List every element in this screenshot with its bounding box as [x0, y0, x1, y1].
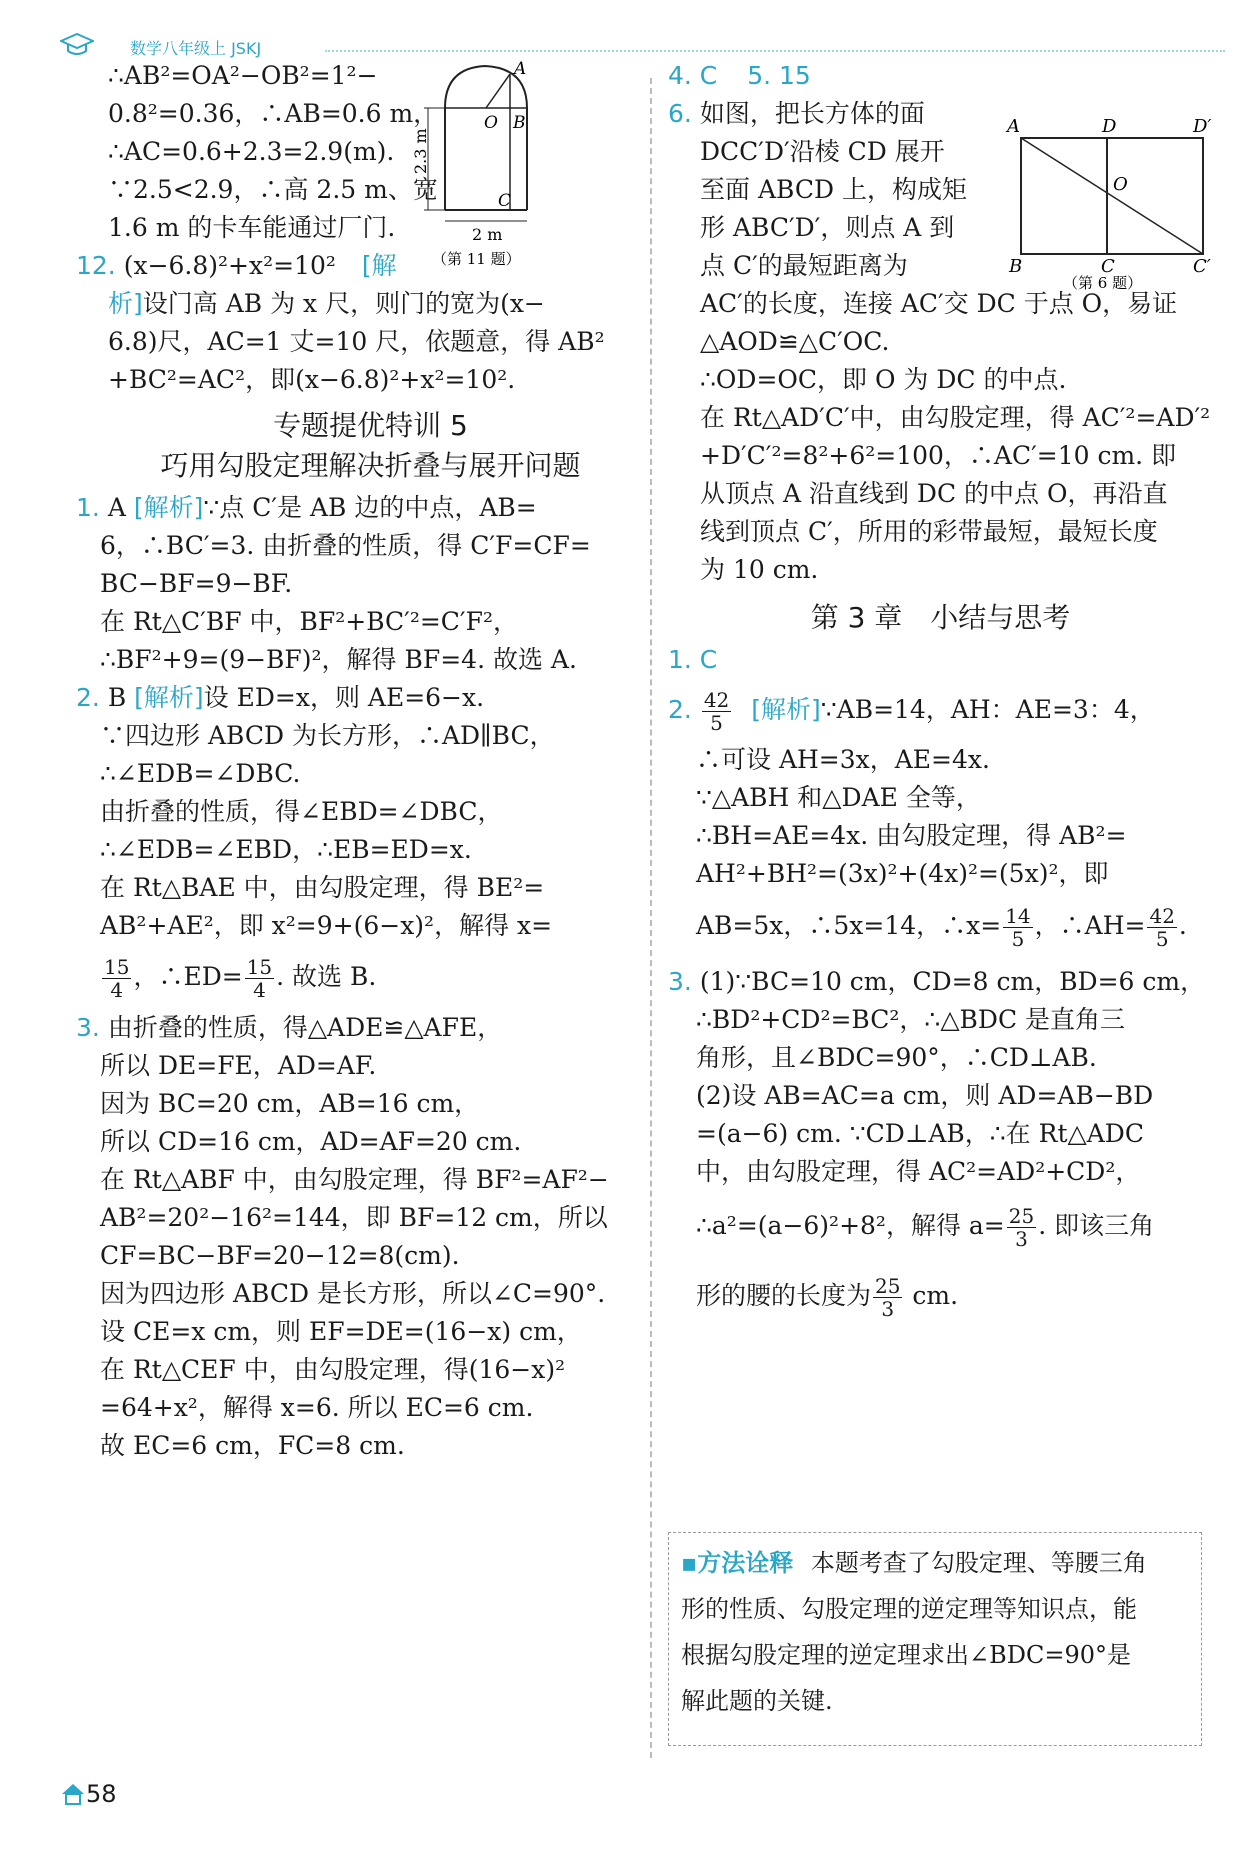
q12-line — [108, 284, 545, 324]
figure-11 — [410, 56, 560, 272]
fig6-caption: （第 6 题） — [1063, 274, 1143, 290]
question-number: 6. — [668, 99, 692, 128]
fig11-label-c: C — [498, 191, 512, 211]
fig11-label-b: B — [513, 113, 526, 133]
analysis-tag: [解析] — [134, 683, 204, 712]
q1-answer: A — [107, 493, 126, 522]
q3-line: 故 EC=6 cm，FC=8 cm. — [100, 1431, 405, 1460]
q6-line — [668, 94, 925, 134]
q3-line: CF=BC−BF=20−12=8(cm). — [100, 1241, 460, 1270]
analysis-tag: [解析] — [751, 695, 821, 724]
c2-line — [668, 682, 1155, 738]
column-divider — [650, 78, 652, 1758]
q12-line — [76, 246, 397, 286]
fig6-label-o: O — [1113, 174, 1128, 195]
q12-line: +BC²=AC²，即(x−6.8)²+x²=10². — [108, 365, 516, 394]
fraction: $\frac{25}{3}$ — [875, 1274, 901, 1321]
fraction: $\frac{15}{4}$ — [246, 955, 273, 1002]
fig11-width-label: 2 m — [472, 225, 503, 244]
q6-line: ∴OD=OC，即 O 为 DC 的中点. — [700, 365, 1067, 394]
q2-line: 由折叠的性质，得∠EBD=∠DBC， — [100, 797, 503, 826]
q2-line: 在 Rt△BAE 中，由勾股定理，得 BE²= — [100, 873, 545, 902]
c1-line — [668, 640, 717, 680]
c2-line: ∵△ABH 和△DAE 全等， — [696, 783, 981, 812]
q6-line: 至面 ABCD 上，构成矩 — [700, 175, 967, 204]
q6-line: 线到顶点 C′，所用的彩带最短，最短长度 — [700, 517, 1158, 546]
section-subtitle: 巧用勾股定理解决折叠与展开问题 — [160, 449, 581, 482]
q3-line: AB²=20²−16²=144，即 BF=12 cm，所以 — [100, 1203, 608, 1232]
q1-line — [76, 488, 537, 528]
page-number: 58 — [86, 1780, 117, 1808]
q3-line: 在 Rt△CEF 中，由勾股定理，得(16−x)² — [100, 1355, 566, 1384]
fig11-label-o: O — [484, 113, 498, 133]
q6-line: △AOD≌△C′OC. — [700, 327, 890, 356]
answer-line: 1.6 m 的卡车能通过厂门. — [108, 213, 396, 242]
q3-line: 因为四边形 ABCD 是长方形，所以∠C=90°. — [100, 1279, 606, 1308]
q2-line: AB²+AE²，即 x²=9+(6−x)²，解得 x= — [100, 911, 553, 940]
answer-line: ∴AB²=OA²−OB²=1²− — [108, 61, 378, 90]
chapter-title: 第 3 章 小结与思考 — [810, 601, 1071, 634]
method-line: 形的性质、勾股定理的逆定理等知识点，能 — [681, 1595, 1137, 1623]
q2-line: ∴∠EDB=∠DBC. — [100, 759, 301, 788]
q6-line: 从顶点 A 沿直线到 DC 的中点 O，再沿直 — [700, 479, 1168, 508]
analysis-tag: [解 — [361, 251, 397, 280]
method-line: 根据勾股定理的逆定理求出∠BDC=90°是 — [681, 1641, 1131, 1669]
fig6-label-b: B — [1009, 256, 1023, 277]
graduation-cap-icon — [60, 32, 94, 58]
fig6-label-d-prime: D′ — [1193, 116, 1212, 137]
q3-line — [76, 1008, 502, 1048]
question-number: 2. — [76, 683, 100, 712]
q6-line: 为 10 cm. — [700, 555, 819, 584]
answer-line: 0.8²=0.36，∴AB=0.6 m， — [108, 99, 439, 128]
fraction: $\frac{42}{5}$ — [1149, 904, 1175, 951]
page-number-badge — [60, 1778, 132, 1812]
method-line: 解此题的关键. — [681, 1687, 833, 1715]
analysis-tag: [解析] — [133, 493, 204, 522]
q3-line: 设 CE=x cm，则 EF=DE=(16−x) cm， — [100, 1317, 582, 1346]
header-subject: 数学八年级上 JSKJ — [130, 39, 262, 58]
q3-line: 在 Rt△ABF 中，由勾股定理，得 BF²=AF²− — [100, 1165, 609, 1194]
c2-text: ∵AB=14，AH：AE=3：4， — [820, 695, 1155, 724]
fraction: $\frac{42}{5}$ — [703, 688, 730, 735]
question-number: 1. — [76, 493, 100, 522]
q6-line: 形 ABC′D′，则点 A 到 — [700, 213, 955, 242]
q12-line: 6.8)尺，AC=1 丈=10 尺，依题意，得 AB² — [108, 327, 605, 356]
figure-6 — [1005, 110, 1215, 290]
method-note-box — [668, 1532, 1202, 1746]
q12-text: 设门高 AB 为 x 尺，则门的宽为(x− — [142, 289, 545, 318]
q3-line: 所以 CD=16 cm，AD=AF=20 cm. — [100, 1127, 522, 1156]
c3-line: 角形，且∠BDC=90°，∴CD⊥AB. — [696, 1043, 1097, 1072]
q1-line: BC−BF=9−BF. — [100, 569, 293, 598]
q1-text: ∵点 C′是 AB 边的中点，AB= — [203, 493, 537, 522]
fraction: $\frac{15}{4}$ — [104, 955, 130, 1002]
q3-line: 因为 BC=20 cm，AB=16 cm， — [100, 1089, 480, 1118]
c2-line: ∴BH=AE=4x. 由勾股定理，得 AB²= — [696, 821, 1127, 850]
answer-line: ∴AC=0.6+2.3=2.9(m). — [108, 137, 395, 166]
header-divider — [325, 50, 1225, 52]
c3-line: (2)设 AB=AC=a cm，则 AD=AB−BD — [696, 1081, 1154, 1110]
question-number: 3. — [76, 1013, 100, 1042]
fig6-label-c: C — [1101, 256, 1115, 277]
question-number: 12. — [76, 251, 116, 280]
q6-line: DCC′D′沿棱 CD 展开 — [700, 137, 945, 166]
q2-line: $\frac{15}{4}$ ，∴ED= $\frac{15}{4}$ . 故选 B. — [104, 955, 377, 1002]
bullet-icon: ▪ — [681, 1549, 698, 1577]
q2-text: 设 ED=x，则 AE=6−x. — [203, 683, 485, 712]
q6-line: 点 C′的最短距离为 — [700, 251, 908, 280]
q6-text: 如图，把长方体的面 — [699, 99, 925, 128]
q2-line: ∵四边形 ABCD 为长方形，∴AD∥BC， — [100, 721, 555, 750]
method-text: 本题考查了勾股定理、等腰三角 — [810, 1549, 1147, 1577]
q6-line: +D′C′²=8²+6²=100，∴AC′=10 cm. 即 — [700, 441, 1177, 470]
q5-answer: 5. 15 — [747, 61, 811, 90]
q1-line: ∴BF²+9=(9−BF)²，解得 BF=4. 故选 A. — [100, 645, 577, 674]
fig11-height-label: 2.3 m — [411, 128, 430, 174]
q6-line: 在 Rt△AD′C′中，由勾股定理，得 AC′²=AD′² — [700, 403, 1211, 432]
q2-line: ∴∠EDB=∠EBD，∴EB=ED=x. — [100, 835, 472, 864]
question-number: 3. — [668, 967, 692, 996]
fraction: $\frac{14}{5}$ — [1005, 904, 1031, 951]
fig11-caption: （第 11 题） — [432, 250, 521, 268]
section-title: 专题提优特训 5 — [273, 409, 468, 442]
q3-line: =64+x²，解得 x=6. 所以 EC=6 cm. — [100, 1393, 534, 1422]
c3-line: ∴BD²+CD²=BC²，∴△BDC 是直角三 — [696, 1005, 1126, 1034]
q3-line: 所以 DE=FE，AD=AF. — [100, 1051, 377, 1080]
answer-line: ∵2.5<2.9，∴高 2.5 m、宽 — [108, 175, 438, 204]
c3-line: =(a−6) cm. ∵CD⊥AB，∴在 Rt△ADC — [696, 1119, 1144, 1148]
c3-text: (1)∵BC=10 cm，CD=8 cm，BD=6 cm， — [699, 967, 1206, 996]
q2-answer: B — [107, 683, 127, 712]
method-tag: 方法诠释 — [697, 1549, 794, 1577]
q6-line: AC′的长度，连接 AC′交 DC 于点 O，易证 — [700, 289, 1178, 318]
fraction: $\frac{25}{3}$ — [1008, 1204, 1035, 1251]
q3-text: 由折叠的性质，得△ADE≌△AFE， — [107, 1013, 503, 1042]
q4-answer: 4. C — [668, 61, 718, 90]
c3-line: 形的腰的长度为 $\frac{25}{3}$ cm. — [696, 1274, 959, 1321]
c2-line: AB=5x，∴5x=14，∴x= $\frac{14}{5}$ ，∴AH= $\frac{42}{5}$ . — [696, 904, 1187, 951]
method-line — [681, 1543, 1147, 1583]
c3-line — [668, 962, 1205, 1002]
q12-answer: (x−6.8)²+x²=10² — [123, 251, 336, 280]
c3-line: 中，由勾股定理，得 AC²=AD²+CD²， — [696, 1157, 1141, 1186]
house-icon — [60, 1782, 86, 1808]
q2-line — [76, 678, 484, 718]
c3-line: ∴a²=(a−6)²+8²，解得 a= $\frac{25}{3}$ . 即该三角 — [696, 1204, 1155, 1251]
c1-answer: 1. C — [668, 645, 718, 674]
fig6-label-c-prime: C′ — [1193, 256, 1211, 277]
question-number: 2. — [668, 695, 692, 724]
fig6-label-d: D — [1102, 116, 1117, 137]
q4-5-line — [668, 56, 811, 96]
analysis-tag: 析] — [108, 289, 143, 318]
c2-line: ∴可设 AH=3x，AE=4x. — [696, 745, 990, 774]
c2-line: AH²+BH²=(3x)²+(4x)²=(5x)²，即 — [696, 859, 1109, 888]
q1-line: 6，∴BC′=3. 由折叠的性质，得 C′F=CF= — [100, 531, 591, 560]
q1-line: 在 Rt△C′BF 中，BF²+BC′²=C′F²， — [100, 607, 518, 636]
fig6-label-a: A — [1007, 116, 1020, 137]
fig11-label-a: A — [514, 59, 527, 79]
